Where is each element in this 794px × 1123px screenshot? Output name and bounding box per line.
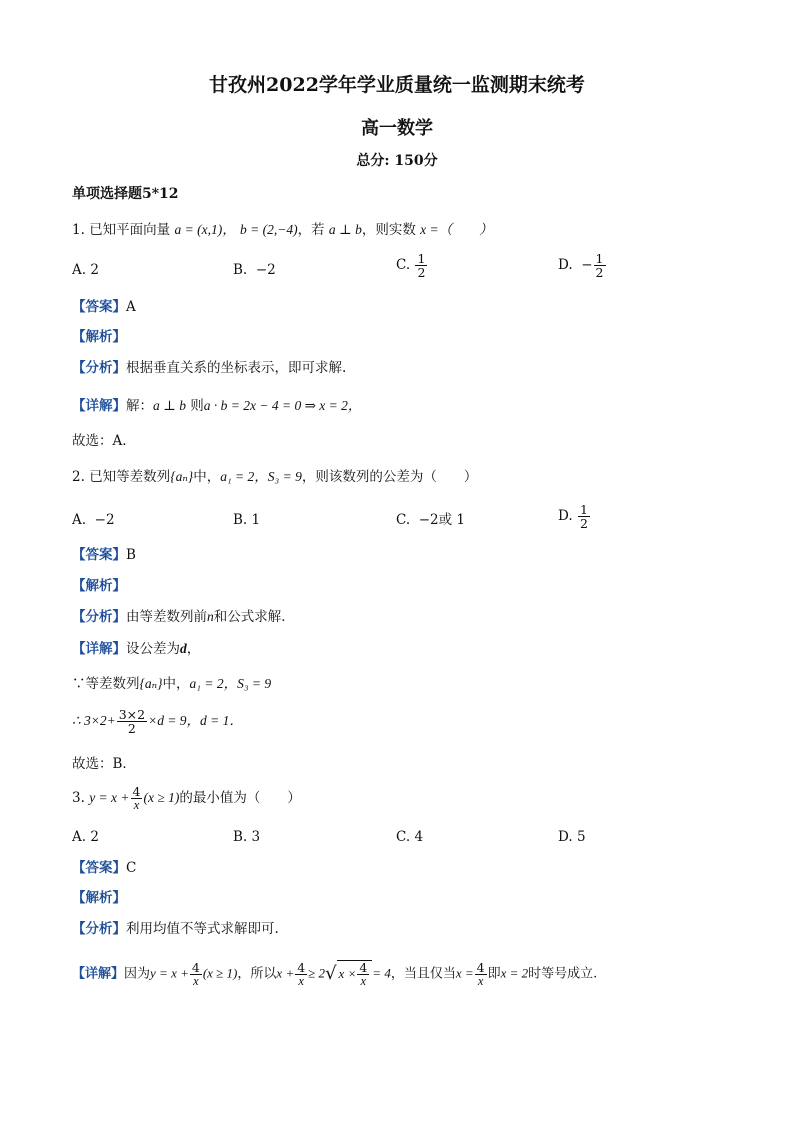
q3-detail: 【详解】因为y = x + $\frac{4}{x}$ (x ≥ 1)，所以x + $\frac{4}{x}$ ≥ 2√ x × $\frac{4}{x}$ = 4，当且仅当x = $\frac{4}{x}$ 即x = 2时等号成立.	[72, 959, 598, 988]
q1-option-c: C. $\frac{1}{2}$	[396, 251, 426, 280]
q2-fenxi: 【分析】由等差数列前n和公式求解．	[72, 609, 295, 625]
q3-stem: 3. y = x + $\frac{4}{x}$ (x ≥ 1)的最小值为（ ）	[72, 784, 301, 812]
vector-b: b = (2,−4)	[240, 222, 298, 237]
total-score: 总分: 150分	[356, 153, 438, 169]
q2-calc: ∴ 3×2+ $\frac{3\times 2}{2}$ ×d = 9，d = 1．	[72, 707, 243, 736]
q1-option-b: B. −2	[233, 262, 276, 278]
q1-stem: 1. 已知平面向量 a = (x,1)， b = (2,−4)，若 a ⊥ b，则实数 x =（ ）	[72, 222, 493, 238]
q3-analysis-label: 【解析】	[72, 890, 126, 906]
section-heading: 单项选择题5*12	[72, 186, 179, 202]
q2-option-d: D. $\frac{1}{2}$	[558, 502, 588, 531]
vector-a: a = (x,1)，	[174, 222, 236, 237]
q1-fenxi: 【分析】根据垂直关系的坐标表示，即可求解.	[72, 360, 347, 376]
perpendicular-cond: a ⊥ b	[328, 222, 362, 237]
q2-answer: 【答案】B	[72, 547, 136, 563]
q2-option-c: C. −2或 1	[396, 512, 466, 528]
q1-option-a: A. 2	[72, 262, 99, 278]
q3-option-c: C. 4	[396, 829, 424, 845]
q2-choice: 故选：B．	[72, 756, 136, 772]
q3-answer: 【答案】C	[72, 860, 137, 876]
q2-option-a: A. −2	[72, 512, 115, 528]
q1-option-d: D. − $\frac{1}{2}$	[558, 251, 604, 280]
q3-option-d: D. 5	[558, 829, 586, 845]
q3-option-a: A. 2	[72, 829, 99, 845]
q3-option-b: B. 3	[233, 829, 261, 845]
q2-option-b: B. 1	[233, 512, 261, 528]
q2-detail: 【详解】设公差为d，	[72, 641, 201, 657]
q1-analysis-label: 【解析】	[72, 329, 126, 345]
q2-since: ∵等差数列{aₙ}中，a₁ = 2，S₃ = 9	[72, 676, 272, 692]
q2-stem: 2. 已知等差数列{aₙ}中，a₁ = 2，S₃ = 9，则该数列的公差为（ ）	[72, 469, 478, 485]
q3-fenxi: 【分析】利用均值不等式求解即可.	[72, 921, 279, 937]
q1-detail: 【详解】解：a ⊥ b 则a · b = 2x − 4 = 0 ⇒ x = 2，	[72, 398, 362, 414]
subject-title: 高一数学	[361, 118, 433, 139]
q1-choice: 故选：A.	[72, 433, 127, 449]
exam-title: 甘孜州2022学年学业质量统一监测期末统考	[209, 74, 585, 96]
q1-answer: 【答案】A	[72, 299, 136, 315]
q2-analysis-label: 【解析】	[72, 578, 126, 594]
